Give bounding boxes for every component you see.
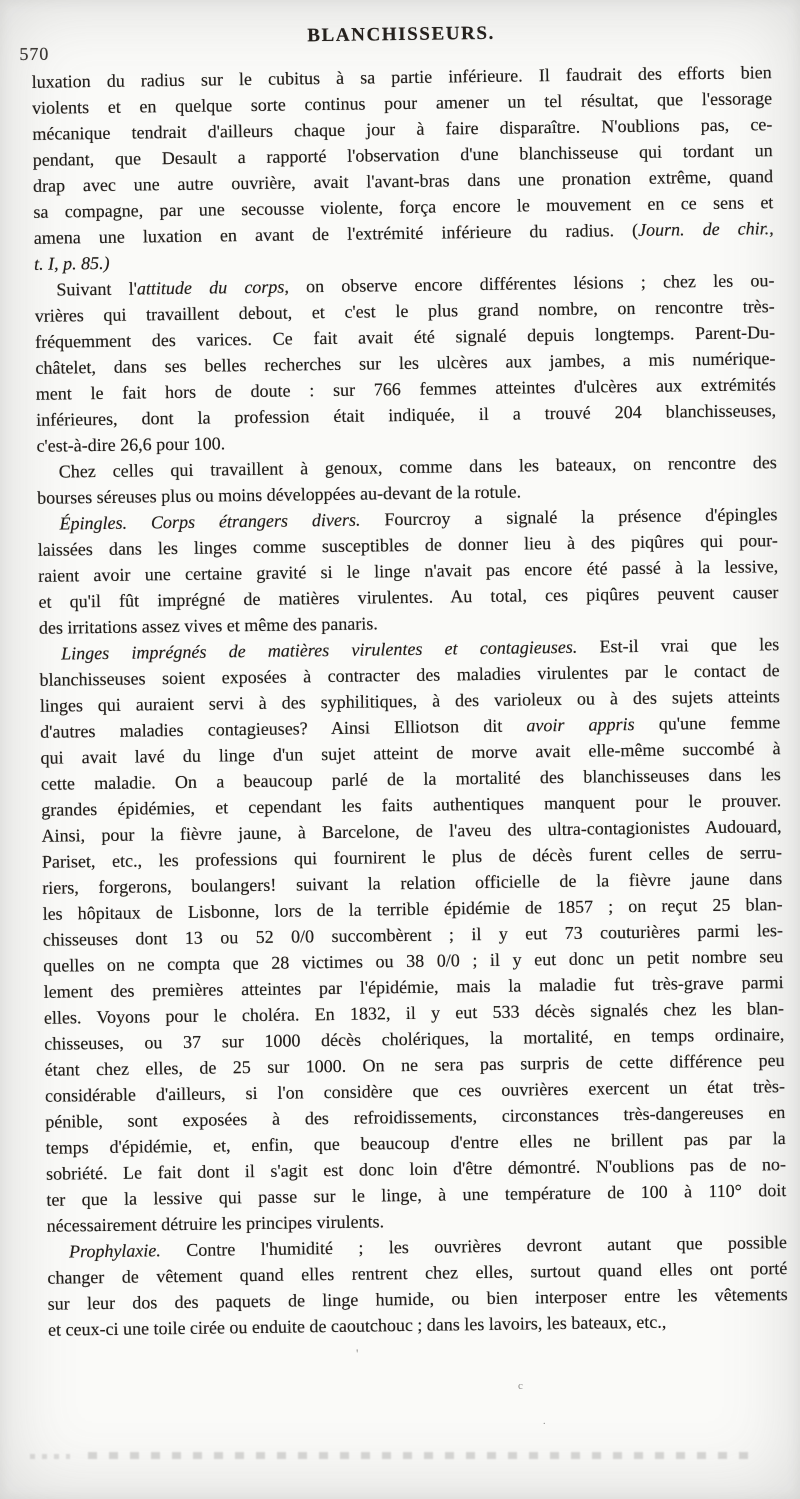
text-line: ter que la lessive qui passe sur le linge, à une température de 100 à 110° doit bbox=[46, 1180, 787, 1210]
text-line: mécanique tendrait d'ailleurs chaque jour à faire disparaître. N'oublions pas, ce- bbox=[32, 114, 773, 144]
text-line: des irritations assez vives et même des panaris. bbox=[38, 613, 378, 638]
text-line: sur leur dos des paquets de linge humide, ou bien interposer entre les vêtements bbox=[47, 1284, 788, 1314]
text-line: luxation du radius sur le cubitus à sa partie inférieure. Il faudrait des efforts bien bbox=[31, 62, 772, 92]
text-line: chisseuses, ou 37 sur 1000 décès cholériques, la mortalité, en temps ordinaire, bbox=[44, 1024, 785, 1054]
text-line: fréquemment des varices. Ce fait avait été signalé depuis longtemps. Parent-Du- bbox=[34, 322, 776, 352]
text-line: inférieures, dont la profession était indiquée, il a trouvé 204 blanchisseuses, bbox=[36, 400, 777, 430]
text-line: drap avec une autre ouvrière, avait l'avant-bras dans une pronation extrême, quand bbox=[32, 166, 774, 196]
text-line: t. I, p. 85.) bbox=[33, 252, 110, 274]
bleed-through-dashes bbox=[88, 1452, 756, 1459]
text-line: blanchisseuses soient exposées à contracter des maladies virulentes par le contact de bbox=[39, 660, 780, 690]
text-line: cette maladie. On a beaucoup parlé de la mortalité des blanchisseuses dans les bbox=[40, 764, 781, 794]
text-line: ment le fait hors de doute : sur 766 femmes atteintes d'ulcères aux extrémités bbox=[35, 374, 776, 404]
text-line: quelles on ne compta que 28 victimes ou 38 0/0 ; il y eut donc un petit nombre seu bbox=[43, 946, 784, 976]
text-line: d'autres maladies contagieuses? Ainsi Elliotson dit avoir appris qu'une femme bbox=[40, 712, 781, 742]
text-line: Suivant l'attitude du corps, on observe encore différentes lésions ; chez les ou- bbox=[56, 270, 775, 300]
page-sheet bbox=[19, 19, 788, 1343]
text-line: et ceux-ci une toile cirée ou enduite de caoutchouc ; dans les lavoirs, les bateaux, etc., bbox=[47, 1311, 667, 1340]
text-line: pénible, sont exposées à des refroidissements, circonstances très-dangereuses en bbox=[45, 1102, 786, 1132]
text-block bbox=[32, 59, 789, 1343]
scan-speck: . bbox=[543, 1416, 546, 1427]
text-line: changer de vêtement quand elles rentrent chez elles, surtout quand elles ont porté bbox=[47, 1258, 788, 1288]
text-line: elles. Voyons pour le choléra. En 1832, il y eut 533 décès signalés chez les blan- bbox=[43, 998, 785, 1028]
text-line: pendant, que Desault a rapporté l'observation d'une blanchisseuse qui tordant un bbox=[32, 140, 773, 170]
text-line: châtelet, dans ses belles recherches sur les ulcères aux jambes, a mis numérique- bbox=[35, 348, 776, 378]
text-line: violents et en quelque sorte continus pour amener un tel résultat, que l'essorage bbox=[31, 88, 773, 118]
text-line: qui avait lavé du linge d'un sujet atteint de morve avait elle-même succombé à bbox=[40, 738, 781, 768]
scan-speck: c bbox=[518, 1380, 523, 1392]
text-line: c'est-à-dire 26,6 pour 100. bbox=[36, 433, 226, 456]
text-line: étant chez elles, de 25 sur 1000. On ne sera pas surpris de cette différence peu bbox=[44, 1050, 785, 1080]
text-line: Pariset, etc., les professions qui fournirent le plus de décès furent celles de serru- bbox=[41, 842, 783, 872]
text-line: vrières qui travaillent debout, et c'est le plus grand nombre, on rencontre très- bbox=[34, 296, 775, 326]
text-line: considérable d'ailleurs, si l'on considère que ces ouvrières exercent un état très- bbox=[44, 1076, 786, 1106]
text-line: bourses séreuses plus ou moins développées au-devant de la rotule. bbox=[37, 481, 522, 508]
text-line: temps d'épidémie, et, enfin, que beaucoup d'entre elles ne brillent pas par la bbox=[45, 1128, 786, 1158]
text-line: riers, forgerons, boulangers! suivant la relation officielle de la fièvre jaune dans bbox=[42, 868, 783, 898]
text-line: Linges imprégnés de matières virulentes et contagieuses. Est-il vrai que les bbox=[61, 634, 780, 664]
text-line: grandes épidémies, et cependant les faits authentiques manquent pour le prouver. bbox=[41, 790, 782, 820]
bleed-through-dashes bbox=[30, 1454, 70, 1459]
text-line: les hôpitaux de Lisbonne, lors de la terrible épidémie de 1857 ; on reçut 25 blan- bbox=[42, 894, 783, 924]
text-line: chisseuses dont 13 ou 52 0/0 succombèrent ; il y eut 73 couturières parmi les- bbox=[42, 920, 784, 950]
text-line: nécessairement détruire les principes virulents. bbox=[46, 1211, 385, 1236]
page-title: BLANCHISSEURS. bbox=[307, 22, 496, 47]
text-line: laissées dans les linges comme susceptibles de donner lieu à des piqûres qui pour- bbox=[37, 530, 778, 560]
text-line: Épingles. Corps étrangers divers. Fourcroy a signalé la présence d'épingles bbox=[59, 504, 778, 534]
text-line: Prophylaxie. Contre l'humidité ; les ouvrières devront autant que possible bbox=[68, 1232, 788, 1262]
text-line: lement des premières atteintes par l'épidémie, mais la maladie fut très-grave parmi bbox=[43, 972, 784, 1002]
text-line: Ainsi, pour la fièvre jaune, à Barcelone, de l'aveu des ultra-contagionistes Audouard, bbox=[41, 816, 782, 846]
scan-speck: ' bbox=[356, 1346, 359, 1361]
text-line: amena une luxation en avant de l'extrémité inférieure du radius. (Journ. de chir., bbox=[33, 218, 774, 248]
text-line: sobriété. Le fait dont il s'agit est donc loin d'être démontré. N'oublions pas de no- bbox=[45, 1154, 787, 1184]
text-line: Chez celles qui travaillent à genoux, comme dans les bateaux, on rencontre des bbox=[58, 452, 777, 482]
text-line: et qu'il fût imprégné de matières virulentes. Au total, ces piqûres peuvent causer bbox=[38, 582, 779, 612]
text-line: sa compagne, par une secousse violente, força encore le mouvement en ce sens et bbox=[33, 192, 774, 222]
text-line: linges qui auraient servi à des syphilitiques, à des varioleux ou à des sujets atteints bbox=[39, 686, 780, 716]
text-line: raient avoir une certaine gravité si le linge n'avait pas encore été passé à la lessive, bbox=[38, 556, 779, 586]
page-number: 570 bbox=[19, 43, 50, 64]
